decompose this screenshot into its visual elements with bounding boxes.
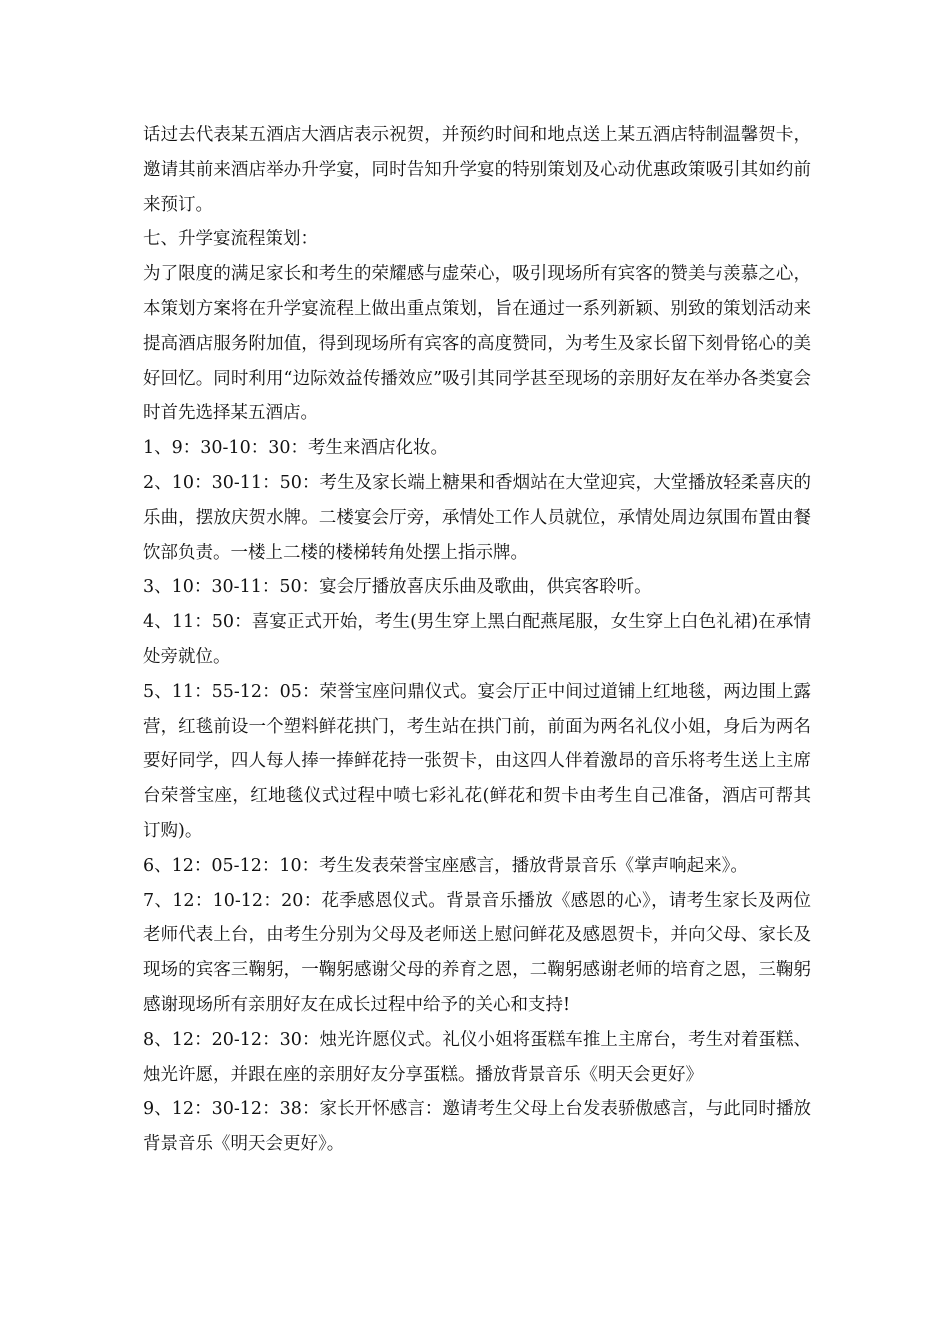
list-item-4: 4、11：50：喜宴正式开始，考生(男生穿上黑白配燕尾服，女生穿上白色礼裙)在承情处旁就位。 bbox=[143, 612, 811, 667]
list-item-7: 7、12：10-12：20：花季感恩仪式。背景音乐播放《感恩的心》，请考生家长及两位老师代表上台，由考生分别为父母及老师送上慰问鲜花及感恩贺卡，并向父母、家长及现场的宾客三鞠躬，一鞠躬感谢父母的养育之恩，二鞠躬感谢老师的培育之恩，三鞠躬感谢现场所有亲朋好友在成长过程中给予的关心和支持! bbox=[143, 890, 811, 1015]
list-item-2: 2、10：30-11：50：考生及家长端上糖果和香烟站在大堂迎宾，大堂播放轻柔喜庆的乐曲，摆放庆贺水牌。二楼宴会厅旁，承情处工作人员就位，承情处周边氛围布置由餐饮部负责。一楼上二楼的楼梯转角处摆上指示牌。 bbox=[143, 472, 811, 563]
paragraph-greeting-card: 话过去代表某五酒店大酒店表示祝贺，并预约时间和地点送上某五酒店特制温馨贺卡，邀请其前来酒店举办升学宴，同时告知升学宴的特别策划及心动优惠政策吸引其如约前来预订。 bbox=[143, 125, 811, 215]
list-item-5: 5、11：55-12：05：荣誉宝座问鼎仪式。宴会厅正中间过道铺上红地毯，两边围上露营，红毯前设一个塑料鲜花拱门，考生站在拱门前，前面为两名礼仪小姐，身后为两名要好同学，四人每人捧一捧鲜花持一张贺卡，由这四人伴着激昂的音乐将考生送上主席台荣誉宝座，红地毯仪式过程中喷七彩礼花(鲜花和贺卡由考生自己准备，酒店可帮其订购)。 bbox=[143, 681, 811, 841]
paragraph-intro: 为了限度的满足家长和考生的荣耀感与虚荣心，吸引现场所有宾客的赞美与羡慕之心，本策划方案将在升学宴流程上做出重点策划，旨在通过一系列新颖、别致的策划活动来提高酒店服务附加值，得到现场所有宾客的高度赞同，为考生及家长留下刻骨铭心的美好回忆。同时利用“边际效益传播效应”吸引其同学甚至现场的亲朋好友在举办各类宴会时首先选择某五酒店。 bbox=[143, 264, 811, 424]
list-item-1: 1、9：30-10：30：考生来酒店化妆。 bbox=[143, 438, 448, 459]
list-item-6: 6、12：05-12：10：考生发表荣誉宝座感言，播放背景音乐《掌声响起来》。 bbox=[143, 855, 748, 876]
section-heading-7: 七、升学宴流程策划： bbox=[143, 229, 318, 250]
list-item-8: 8、12：20-12：30：烛光许愿仪式。礼仪小姐将蛋糕车推上主席台，考生对着蛋糕、烛光许愿，并跟在座的亲朋好友分享蛋糕。播放背景音乐《明天会更好》 bbox=[143, 1029, 811, 1085]
list-item-9: 9、12：30-12：38：家长开怀感言：邀请考生父母上台发表骄傲感言，与此同时播放背景音乐《明天会更好》。 bbox=[143, 1099, 811, 1155]
document-body bbox=[143, 118, 811, 1162]
list-item-3: 3、10：30-11：50：宴会厅播放喜庆乐曲及歌曲，供宾客聆听。 bbox=[143, 577, 652, 598]
